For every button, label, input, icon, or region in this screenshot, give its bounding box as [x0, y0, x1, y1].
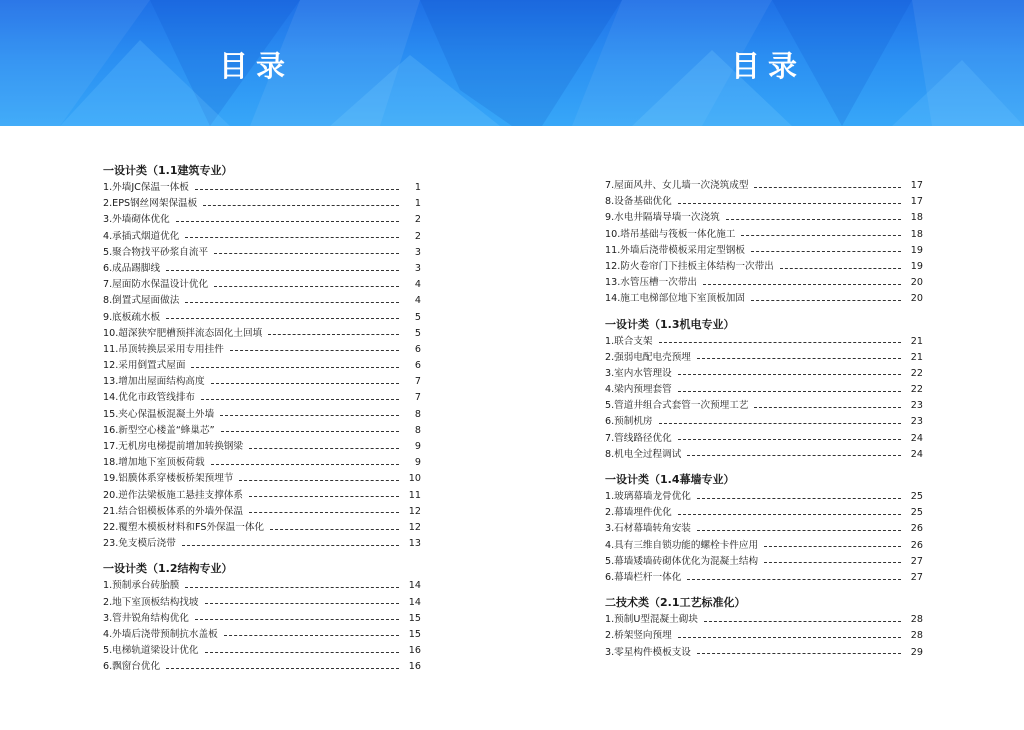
- dot-leader: [195, 189, 399, 190]
- toc-entry-label: 16.新型空心楼盖“蜂巢芯”: [103, 424, 215, 436]
- dot-leader: [751, 251, 901, 252]
- toc-page-number: 9: [414, 457, 421, 469]
- toc-entry[interactable]: [103, 196, 421, 212]
- toc-entry-label: 4.具有三维自锁功能的螺栓卡件应用: [605, 539, 759, 551]
- dot-leader: [201, 399, 399, 400]
- toc-entry-label: 14.优化市政管线排布: [103, 392, 196, 404]
- toc-entry[interactable]: [103, 423, 421, 439]
- toc-entry-label: 6.成品踢脚线: [103, 262, 161, 274]
- toc-entry-label: 19.铝膜体系穿楼板桥架预埋节: [103, 473, 234, 485]
- toc-entry[interactable]: [605, 398, 923, 414]
- toc-page-number: 7: [414, 392, 421, 404]
- toc-page-number: 2: [414, 230, 421, 242]
- table-of-contents: [103, 163, 421, 675]
- toc-page-number: 9: [414, 441, 421, 452]
- toc-entry[interactable]: [605, 259, 923, 275]
- toc-page-number: 6: [414, 343, 421, 355]
- toc-entry[interactable]: [605, 570, 923, 586]
- toc-entry[interactable]: [103, 439, 421, 455]
- toc-entry-label: 23.免支模后浇带: [103, 538, 176, 550]
- dot-leader: [780, 268, 901, 269]
- toc-entry-label: 3.零星构件模板支设: [605, 646, 691, 658]
- page-title: 目录: [730, 49, 805, 83]
- toc-entry[interactable]: [103, 229, 421, 245]
- toc-entry-label: 2.幕墙埋件优化: [605, 507, 672, 519]
- dot-leader: [205, 652, 400, 653]
- dot-leader: [687, 579, 901, 580]
- dot-leader: [704, 621, 901, 622]
- toc-entry[interactable]: [605, 350, 923, 366]
- toc-entry[interactable]: [103, 504, 421, 520]
- toc-entry[interactable]: [103, 455, 421, 471]
- toc-page-number: 4: [414, 279, 421, 291]
- toc-entry-label: 9.水电井隔墙导墙一次浇筑: [605, 212, 720, 224]
- dot-leader: [659, 342, 901, 343]
- toc-entry[interactable]: [605, 227, 923, 243]
- dot-leader: [754, 407, 901, 408]
- dot-leader: [166, 668, 399, 669]
- dot-leader: [754, 187, 901, 188]
- toc-page-number: 28: [910, 614, 923, 626]
- toc-page-number: 17: [910, 196, 923, 208]
- toc-page-number: 2: [414, 214, 421, 226]
- toc-entry[interactable]: [103, 471, 421, 487]
- toc-entry[interactable]: [605, 366, 923, 382]
- toc-entry-label: 12.防火卷帘门下挂板主体结构一次带出: [605, 260, 774, 272]
- toc-page-number: 15: [408, 628, 421, 640]
- toc-page-number: 19: [910, 244, 923, 256]
- dot-leader: [185, 237, 399, 238]
- dot-leader: [764, 562, 901, 563]
- toc-entry[interactable]: [605, 612, 923, 628]
- toc-entry-label: 2.强弱电配电壳预埋: [605, 351, 691, 363]
- toc-page-number: 16: [408, 645, 421, 657]
- toc-entry[interactable]: [103, 595, 421, 611]
- dot-leader: [249, 496, 399, 497]
- toc-entry[interactable]: [605, 538, 923, 554]
- toc-entry[interactable]: [605, 628, 923, 644]
- dot-leader: [687, 455, 901, 456]
- toc-entry-label: 6.飘窗台优化: [103, 661, 161, 673]
- section-heading: 二技术类（2.1工艺标准化）: [605, 596, 746, 610]
- toc-entry-label: 1.玻璃幕墙龙骨优化: [605, 491, 691, 502]
- toc-page-number: 18: [910, 212, 923, 224]
- dot-leader: [678, 637, 901, 638]
- toc-page-number: 15: [408, 612, 421, 624]
- toc-entry[interactable]: [103, 358, 421, 374]
- toc-entry-label: 1.外墙JC保温一体板: [103, 182, 189, 193]
- dot-leader: [224, 635, 399, 636]
- toc-entry[interactable]: [103, 180, 421, 196]
- toc-entry-label: 2.EPS钢丝网架保温板: [103, 198, 198, 210]
- section-heading: 一设计类（1.1建筑专业）: [103, 164, 233, 177]
- toc-entry[interactable]: [605, 382, 923, 398]
- table-of-contents: [605, 178, 923, 661]
- toc-entry-label: 10.塔吊基础与筏板一体化施工: [605, 228, 736, 240]
- toc-page-number: 27: [910, 571, 923, 583]
- dot-leader: [191, 367, 399, 368]
- dot-leader: [239, 480, 399, 481]
- toc-page-number: 13: [408, 538, 421, 550]
- toc-entry[interactable]: [103, 326, 421, 342]
- toc-entry[interactable]: [103, 293, 421, 309]
- dot-leader: [751, 300, 901, 301]
- toc-page-number: 7: [414, 376, 421, 388]
- toc-entry-label: 8.机电全过程调试: [605, 448, 682, 460]
- toc-entry-label: 5.电梯轨道梁设计优化: [103, 645, 199, 657]
- toc-entry[interactable]: [103, 277, 421, 293]
- dot-leader: [182, 545, 399, 546]
- dot-leader: [211, 464, 399, 465]
- toc-entry[interactable]: [605, 334, 923, 350]
- toc-page-number: 29: [910, 646, 923, 658]
- toc-entry[interactable]: [103, 407, 421, 423]
- dot-leader: [678, 203, 901, 204]
- toc-entry[interactable]: [605, 275, 923, 291]
- toc-entry-label: 1.联合支架: [605, 335, 653, 347]
- toc-entry[interactable]: [103, 342, 421, 358]
- dot-leader: [214, 253, 399, 254]
- toc-entry-label: 1.预制承台砖胎膜: [103, 580, 180, 592]
- toc-entry-label: 2.桥架竖向预埋: [605, 630, 672, 642]
- dot-leader: [211, 383, 399, 384]
- toc-entry-label: 5.聚合物找平砂浆自流平: [103, 246, 209, 258]
- section-heading: 一设计类（1.2结构专业）: [103, 562, 233, 576]
- dot-leader: [166, 270, 399, 271]
- toc-page-number: 19: [910, 260, 923, 272]
- toc-entry-label: 15.夹心保温板混凝土外墙: [103, 408, 215, 420]
- toc-page-number: 21: [910, 351, 923, 363]
- toc-entry[interactable]: [103, 390, 421, 406]
- dot-leader: [678, 439, 901, 440]
- left-banner: [0, 0, 512, 126]
- toc-entry[interactable]: [605, 505, 923, 521]
- toc-entry[interactable]: [103, 212, 421, 228]
- toc-entry-label: 13.水管压槽一次带出: [605, 277, 698, 289]
- toc-entry[interactable]: [605, 431, 923, 447]
- toc-entry-label: 13.增加出屋面结构高度: [103, 376, 205, 388]
- toc-page-number: 20: [910, 293, 923, 305]
- toc-page-number: 22: [910, 367, 923, 379]
- dot-leader: [678, 391, 901, 392]
- toc-page-number: 23: [910, 416, 923, 428]
- toc-entry-label: 4.梁内预埋套管: [605, 384, 672, 396]
- toc-entry-label: 20.逆作法梁板施工悬挂支撑体系: [103, 489, 243, 501]
- toc-page-number: 25: [910, 507, 923, 519]
- dot-leader: [249, 448, 399, 449]
- toc-entry-label: 11.吊顶转换层采用专用挂件: [103, 343, 224, 355]
- dot-leader: [697, 653, 901, 654]
- toc-page-number: 20: [910, 277, 923, 289]
- dot-leader: [659, 423, 901, 424]
- toc-page-number: 25: [910, 491, 923, 502]
- dot-leader: [764, 546, 901, 547]
- toc-page-number: 16: [408, 661, 421, 673]
- toc-page-number: 11: [408, 489, 421, 501]
- toc-entry[interactable]: [605, 554, 923, 570]
- toc-entry[interactable]: [605, 194, 923, 210]
- toc-page-number: 22: [910, 384, 923, 396]
- dot-leader: [697, 358, 901, 359]
- toc-entry[interactable]: [605, 414, 923, 430]
- toc-entry[interactable]: [605, 645, 923, 661]
- dot-leader: [741, 235, 901, 236]
- toc-page-number: 23: [910, 400, 923, 412]
- toc-entry-label: 12.采用倒置式屋面: [103, 360, 186, 372]
- toc-page-number: 14: [408, 580, 421, 592]
- toc-page-number: 12: [408, 521, 421, 533]
- section-heading: 一设计类（1.3机电专业）: [605, 317, 735, 331]
- dot-leader: [697, 530, 901, 531]
- dot-leader: [195, 619, 399, 620]
- page-title: 目录: [218, 49, 293, 83]
- toc-page-number: 27: [910, 555, 923, 567]
- toc-page-number: 3: [414, 262, 421, 274]
- toc-page-number: 21: [910, 335, 923, 347]
- toc-page-number: 17: [910, 180, 923, 191]
- toc-entry-label: 10.超深狭窄肥槽预拌流态固化土回填: [103, 327, 263, 339]
- dot-leader: [185, 302, 399, 303]
- toc-entry-label: 3.管井锐角结构优化: [103, 612, 189, 624]
- toc-entry[interactable]: [605, 178, 923, 194]
- dot-leader: [678, 374, 901, 375]
- right-banner: [512, 0, 1024, 126]
- toc-entry-label: 9.底板疏水板: [103, 311, 161, 323]
- dot-leader: [214, 286, 399, 287]
- toc-entry[interactable]: [605, 447, 923, 463]
- toc-page-number: 24: [910, 448, 923, 460]
- dot-leader: [203, 205, 399, 206]
- toc-entry[interactable]: [103, 374, 421, 390]
- toc-page-number: 12: [408, 505, 421, 517]
- toc-entry-label: 3.室内水管理设: [605, 367, 672, 379]
- toc-page-number: 18: [910, 228, 923, 240]
- toc-entry-label: 1.预制U型混凝土砌块: [605, 614, 698, 626]
- dot-leader: [220, 415, 399, 416]
- dot-leader: [166, 318, 399, 319]
- toc-page-number: 14: [408, 596, 421, 608]
- toc-entry[interactable]: [605, 521, 923, 537]
- toc-entry-label: 4.承插式烟道优化: [103, 230, 180, 242]
- toc-entry-label: 11.外墙后浇带模板采用定型钢板: [605, 244, 745, 256]
- toc-page-number: 5: [414, 327, 421, 339]
- toc-page-number: 5: [414, 311, 421, 323]
- toc-entry[interactable]: [103, 578, 421, 594]
- dot-leader: [678, 514, 901, 515]
- toc-page-number: 3: [414, 246, 421, 258]
- toc-page-number: 10: [408, 473, 421, 485]
- toc-entry[interactable]: [605, 489, 923, 505]
- toc-page-number: 6: [414, 360, 421, 372]
- toc-page-number: 8: [414, 424, 421, 436]
- dot-leader: [176, 221, 399, 222]
- dot-leader: [205, 603, 400, 604]
- toc-entry[interactable]: [103, 520, 421, 536]
- toc-page-number: 1: [414, 198, 421, 210]
- toc-entry[interactable]: [103, 659, 421, 675]
- toc-entry-label: 8.倒置式屋面做法: [103, 295, 180, 307]
- toc-entry-label: 6.预制机房: [605, 416, 653, 428]
- dot-leader: [249, 512, 399, 513]
- section-heading: 一设计类（1.4幕墙专业）: [605, 473, 735, 486]
- dot-leader: [230, 350, 399, 351]
- toc-entry-label: 7.屋面防水保温设计优化: [103, 279, 209, 291]
- toc-entry-label: 3.外墙砌体优化: [103, 214, 170, 226]
- toc-entry-label: 8.设备基础优化: [605, 196, 672, 208]
- toc-entry-label: 6.幕墙栏杆一体化: [605, 571, 682, 583]
- toc-entry-label: 2.地下室顶板结构找坡: [103, 596, 199, 608]
- dot-leader: [185, 587, 399, 588]
- toc-page-number: 8: [414, 408, 421, 420]
- toc-entry[interactable]: [103, 643, 421, 659]
- toc-entry[interactable]: [103, 627, 421, 643]
- toc-entry[interactable]: [605, 243, 923, 259]
- toc-entry[interactable]: [103, 488, 421, 504]
- dot-leader: [270, 529, 399, 530]
- toc-entry-label: 4.外墙后浇带预制抗水盖板: [103, 628, 218, 640]
- toc-entry[interactable]: [605, 291, 923, 307]
- toc-entry-label: 3.石材幕墙转角安装: [605, 523, 691, 535]
- toc-entry-label: 18.增加地下室顶板荷载: [103, 457, 205, 469]
- toc-entry-label: 22.覆塑木模板材料和FS外保温一体化: [103, 521, 265, 533]
- toc-page-number: 24: [910, 432, 923, 444]
- toc-entry-label: 21.结合铝模板体系的外墙外保温: [103, 505, 243, 517]
- toc-entry-label: 5.管道井组合式套管一次预埋工艺: [605, 400, 749, 412]
- toc-entry[interactable]: [103, 536, 421, 552]
- toc-entry-label: 7.管线路径优化: [605, 432, 672, 444]
- toc-entry-label: 5.幕墙矮墙砖砌体优化为混凝土结构: [605, 555, 759, 567]
- right-page: [512, 0, 1024, 730]
- toc-entry[interactable]: [103, 611, 421, 627]
- toc-entry[interactable]: [103, 245, 421, 261]
- toc-entry[interactable]: [103, 310, 421, 326]
- toc-page-number: 4: [414, 295, 421, 307]
- dot-leader: [221, 431, 399, 432]
- dot-leader: [268, 334, 399, 335]
- toc-entry[interactable]: [103, 261, 421, 277]
- dot-leader: [697, 498, 901, 499]
- toc-entry-label: 7.屋面风井、女儿墙一次浇筑成型: [605, 180, 749, 191]
- toc-entry-label: 17.无机房电梯提前增加转换钢梁: [103, 441, 243, 452]
- toc-entry[interactable]: [605, 210, 923, 226]
- toc-page-number: 26: [910, 539, 923, 551]
- toc-entry-label: 14.施工电梯部位地下室顶板加固: [605, 293, 745, 305]
- toc-page-number: 1: [414, 182, 421, 193]
- dot-leader: [703, 284, 901, 285]
- dot-leader: [726, 219, 901, 220]
- toc-page-number: 26: [910, 523, 923, 535]
- toc-page-number: 28: [910, 630, 923, 642]
